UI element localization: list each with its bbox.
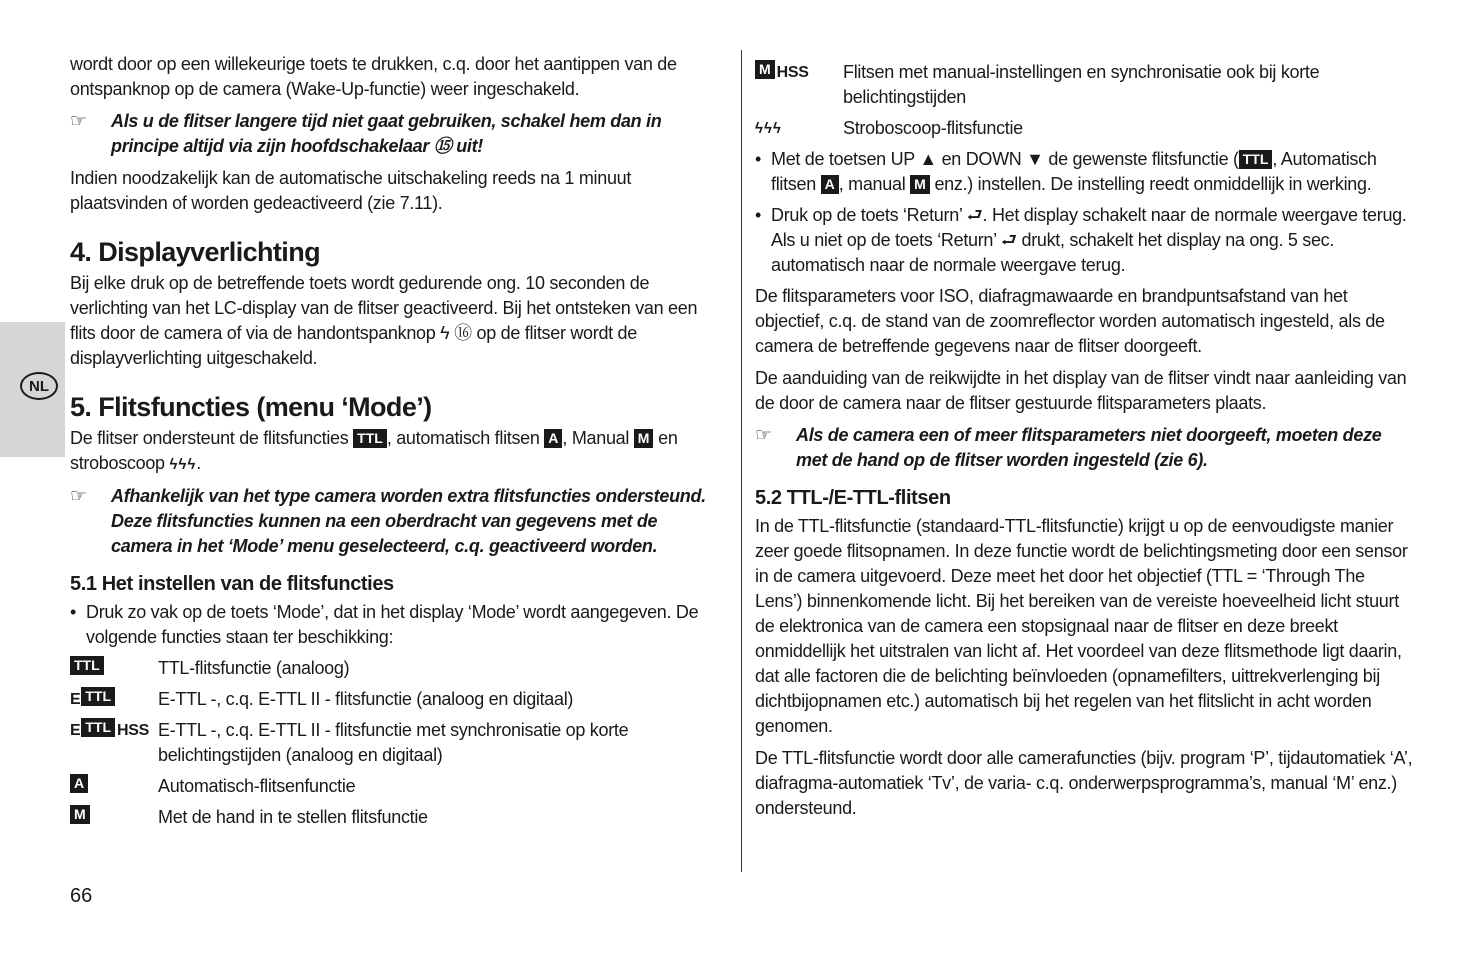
bullet-return: • Druk op de toets ‘Return’ ⮐. Het display schakelt naar de normale weergave terug. Als u niet op de toets ‘Return’ ⮐ drukt, schakelt het display na ong. 5 sec. automatisch naar de normale weergave terug. — [755, 205, 1407, 275]
manual-symbol: M — [634, 429, 654, 448]
language-badge: NL — [20, 372, 58, 400]
ttl-symbol: TTL — [353, 429, 387, 448]
flash-icon: ϟ — [440, 323, 450, 343]
auto-symbol: A — [821, 175, 839, 194]
paragraph-range-indication: De aanduiding van de reikwijdte in het display van de flitser vindt naar aanleiding van de door de camera naar de flitser gestuurde flitsparameters plaats. — [755, 368, 1407, 413]
note-main-switch — [70, 109, 710, 159]
e-symbol: E — [70, 722, 81, 739]
heading-ttl-flash: 5.2 TTL-/E-TTL-flitsen — [755, 487, 951, 509]
hss-symbol: HSS — [117, 722, 150, 739]
bullet-press-mode: • Druk zo vak op de toets ‘Mode’, dat in het display ‘Mode’ wordt aangegeven. De volgende functies staan ter beschikking: — [70, 602, 699, 647]
function-row-auto: A Automatisch-flitsenfunctie — [70, 774, 710, 799]
ttl-symbol: TTL — [70, 656, 104, 675]
paragraph-auto-off: Indien noodzakelijk kan de automatische uitschakeling reeds na 1 minuut plaatsvinden of worden gedeactiveerd (zie 7.11). — [70, 168, 632, 213]
manual-symbol: M — [910, 175, 930, 194]
e-symbol: E — [70, 691, 81, 708]
page-number: 66 — [70, 885, 93, 907]
function-row-ttl: TTL TTL-flitsfunctie (analoog) — [70, 656, 710, 681]
pointing-hand-icon: ☞ — [70, 486, 87, 507]
ttl-symbol: TTL — [81, 718, 115, 737]
paragraph-wake-up: wordt door op een willekeurige toets te drukken, c.q. door het aantippen van de ontspanknop op de camera (Wake-Up-functie) weer ingeschakeld. — [70, 54, 677, 99]
strobe-icon: ϟϟϟ — [755, 120, 782, 137]
pointing-hand-icon: ☞ — [70, 111, 87, 132]
heading-display-lighting: 4. Displayverlichting — [70, 237, 320, 267]
heading-setting-functions: 5.1 Het instellen van de flitsfuncties — [70, 573, 394, 595]
column-divider — [741, 50, 742, 872]
bullet-up-down: • Met de toetsen UP ▲ en DOWN ▼ de gewenste flitsfunctie ( TTL , Automatisch flitsen A , manual M enz.) instellen. De instelling reedt onmiddellijk in werking. — [755, 149, 1377, 194]
function-row-strobe: ϟϟϟ Stroboscoop-flitsfunctie — [755, 116, 1415, 141]
return-icon: ⮐ — [966, 205, 983, 225]
heading-flash-functions: 5. Flitsfuncties (menu ‘Mode’) — [70, 392, 432, 422]
function-row-ettl: E TTL E-TTL -, c.q. E-TTL II - flitsfunctie (analoog en digitaal) — [70, 687, 710, 712]
right-column — [755, 60, 1415, 828]
manual-symbol: M — [755, 60, 775, 79]
return-icon: ⮐ — [1000, 230, 1017, 250]
paragraph-flash-parameters: De flitsparameters voor ISO, diafragmawaarde en brandpuntsafstand van het objectief, c.q. de stand van de zoomreflector worden automatisch ingesteld, als de camera de betreffende gegevens naar de flitser doorgeeft. — [755, 286, 1385, 356]
note-text: Als de camera een of meer flitsparameters niet doorgeeft, moeten deze met de hand op de flitser worden ingesteld (zie 6). — [796, 425, 1382, 470]
ttl-symbol: TTL — [81, 687, 115, 706]
paragraph-ttl-description: In de TTL-flitsfunctie (standaard-TTL-flitsfunctie) krijgt u op de eenvoudigste manier zeer goede flitsopnamen. In deze functie wordt de belichtingsmeting door een sensor in de camera uitgevoerd. Deze meet het door het objectief (TTL = ‘Through The Lens’) binnenkomende licht. Bij het bereiken van de vereiste hoeveelheid licht stuurt de elektronica van de camera een stopsignaal naar de flitser en deze breekt onmiddellijk het uitstralen van licht af. Het voordeel van deze flitsmethode ligt daarin, dat alle factoren die de belichting beïnvloeden (opnamefilters, uittrekverlenging bij dichtbijopnamen etc.) automatisch bij het regelen van het flitslicht in acht worden genomen. — [755, 516, 1408, 736]
auto-symbol: A — [70, 774, 88, 793]
function-row-ettl-hss: E TTL HSS E-TTL -, c.q. E-TTL II - flitsfunctie met synchronisatie op korte belichtingstijden (analoog en digitaal) — [70, 719, 629, 765]
auto-symbol: A — [544, 429, 562, 448]
note-extra-functions — [70, 484, 710, 559]
function-row-manual: M Met de hand in te stellen flitsfunctie — [70, 805, 710, 830]
pointing-hand-icon: ☞ — [755, 425, 772, 446]
note-manual-parameters — [755, 423, 1415, 473]
manual-symbol: M — [70, 805, 90, 824]
paragraph-ttl-support: De TTL-flitsfunctie wordt door alle camerafuncties (bijv. program ‘P’, tijdautomatiek ‘A’, diafragma-automatiek ‘Tv’, de varia- c.q. onderwerpsprogramma’s, manual ‘M’ enz.) ondersteund. — [755, 748, 1413, 818]
function-row-manual-hss: M HSS Flitsen met manual-instellingen en synchronisatie ook bij korte belichtingstijden — [755, 60, 1415, 110]
note-text: Afhankelijk van het type camera worden extra flitsfuncties ondersteund. Deze flitsfuncties kunnen na een oberdracht van gegevens met de camera in het ‘Mode’ menu geselecteerd, c.q. geactiveerd worden. — [111, 486, 706, 556]
strobe-icon: ϟϟϟ — [169, 456, 197, 473]
left-column — [70, 52, 710, 836]
ttl-symbol: TTL — [1239, 150, 1273, 169]
paragraph-supported-functions: De flitser ondersteunt de flitsfuncties TTL , automatisch flitsen A , Manual M en stroboscoop ϟϟϟ. — [70, 428, 678, 473]
note-text: Als u de flitser langere tijd niet gaat gebruiken, schakel hem dan in principe altijd via zijn hoofdschakelaar ⑮ uit! — [111, 111, 662, 156]
hss-symbol: HSS — [776, 64, 809, 81]
paragraph-display-lighting: Bij elke druk op de betreffende toets wordt gedurende ong. 10 seconden de verlichting van het LC-display van de flitser geactiveerd. Bij het ontsteken van een flits door de camera of via de handontspanknop ϟ ⑯ op de flitser wordt de displayverlichting uitgeschakeld. — [70, 273, 698, 368]
